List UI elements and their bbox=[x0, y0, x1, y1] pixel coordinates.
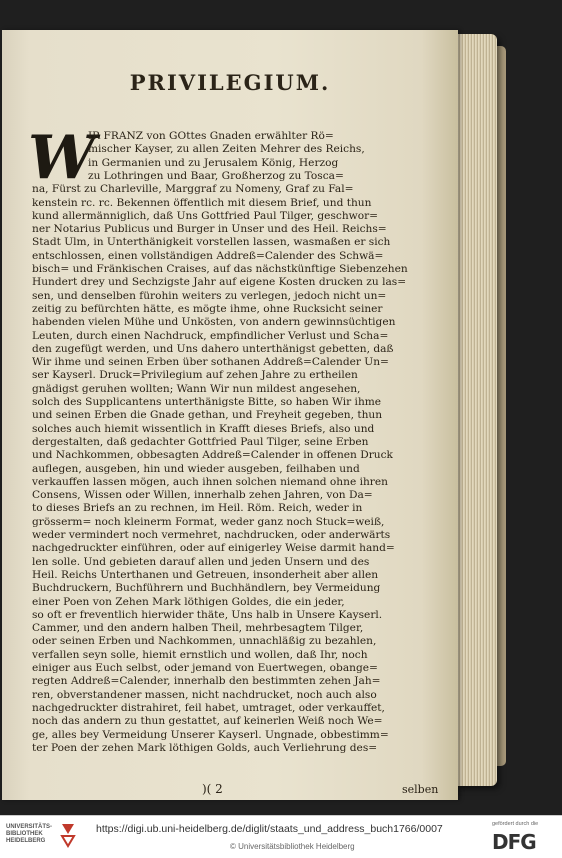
text-line: ser Kayserl. Druck=Privilegium auf zehen Jahre zu ertheilen bbox=[32, 369, 358, 382]
text-line: entschlossen, einen vollständigen Addreß=Calender des Schwä= bbox=[32, 249, 384, 262]
text-line: ter Poen der zehen Mark löthigen Golds, auch Verliehrung des= bbox=[32, 741, 378, 754]
text-line: kund allermänniglich, daß Uns Gottfried Paul Tilger, geschwor= bbox=[32, 209, 379, 222]
text-line: und seinen Erben die Gnade gethan, und Freyheit gegeben, thun bbox=[32, 409, 383, 422]
text-line: grösserm= noch kleinerm Format, weder ganz noch Stuck=weiß, bbox=[32, 515, 385, 528]
funding-label: gefördert durch die bbox=[492, 821, 539, 827]
text-line: bisch= und Fränkischen Craises, auf das nächstkünftige Siebenzehen bbox=[32, 263, 408, 275]
text-line: so oft er freventlich hierwider thäte, Uns halb in Unsere Kayserl. bbox=[32, 608, 383, 621]
text-line: weder vermindert noch vermehret, nachdrucken, oder anderwärts bbox=[32, 529, 391, 541]
text-line: Heil. Reichs Unterthanen und Getreuen, insonderheit aber allen bbox=[32, 568, 379, 581]
library-emblem-icon bbox=[60, 822, 76, 848]
text-line: zu Lothringen und Baar, Großherzog zu Tosca= bbox=[88, 169, 344, 182]
text-line: zeitig zu befürchten hätte, es mögte ihme, ohne Rucksicht seiner bbox=[32, 302, 383, 315]
text-line: gnädigst geruhen wollten; Wann Wir nun mildest angesehen, bbox=[32, 382, 361, 395]
book-page-edges bbox=[455, 34, 497, 786]
text-line: mischer Kayser, zu allen Zeiten Mehrer des Reichs, bbox=[88, 143, 365, 156]
signature-mark: )( 2 bbox=[202, 782, 223, 796]
text-line: nachgedruckter einführen, oder auf einigerley Weise darmit hand= bbox=[32, 542, 395, 555]
text-line: solch des Supplicantens unterthänigste Bitte, so haben Wir ihme bbox=[32, 396, 382, 408]
text-line: kenstein rc. rc. Bekennen öffentlich mit diesem Brief, und thun bbox=[32, 196, 372, 209]
library-label-line-2: BIBLIOTHEK bbox=[6, 831, 43, 837]
viewer-footer bbox=[0, 815, 562, 858]
text-line: ren, obverstandener massen, nicht nachdrucket, noch auch also bbox=[32, 688, 377, 701]
dfg-logo[interactable]: DFG bbox=[492, 830, 536, 854]
library-label-line-1: UNIVERSITÄTS- bbox=[6, 824, 53, 830]
text-line: to dieses Briefs an zu rechnen, im Heil. Röm. Reich, weder in bbox=[32, 502, 363, 515]
page-title: PRIVILEGIUM. bbox=[129, 70, 331, 95]
text-line: na, Fürst zu Charleville, Marggraf zu Nomeny, Graf zu Fal= bbox=[32, 183, 354, 196]
text-line: noch das andern zu thun gestattet, auf keinerlen Weiß noch We= bbox=[32, 715, 383, 728]
text-line: sen, und denselben fürohin weiters zu verlegen, jedoch nicht un= bbox=[32, 289, 387, 302]
text-line: regten Addreß=Calender, innerhalb den bestimmten zehen Jah= bbox=[32, 675, 381, 688]
text-line: auflegen, ausgeben, hin und wieder ausgeben, feilhaben und bbox=[32, 462, 360, 475]
page-url-link[interactable]: https://digi.ub.uni-heidelberg.de/diglit/staats_und_address_buch1766/0007 bbox=[96, 823, 443, 835]
page-sheet bbox=[2, 30, 458, 800]
text-line: solches auch hiemit wissentlich in Krafft dieses Briefs, also und bbox=[32, 422, 375, 435]
copyright-notice: © Universitätsbibliothek Heidelberg bbox=[230, 842, 355, 851]
text-line: einer Poen von Zehen Mark löthigen Goldes, die ein jeder, bbox=[32, 595, 345, 608]
text-line: nachgedruckter distrahiret, feil habet, umtraget, oder verkauffet, bbox=[32, 701, 385, 714]
text-line: in Germanien und zu Jerusalem König, Herzog bbox=[88, 156, 339, 169]
text-line: einiger aus Euch selbst, oder jemand von Euertwegen, obange= bbox=[32, 662, 378, 674]
text-line: Consens, Wissen oder Willen, innerhalb zehen Jahren, von Da= bbox=[32, 489, 373, 502]
text-line: ner Notarius Publicus und Burger in Unser und des Heil. Reichs= bbox=[32, 223, 387, 236]
text-line: dergestalten, daß gedachter Gottfried Paul Tilger, seine Erben bbox=[32, 435, 369, 448]
text-line: Leuten, durch einen Nachdruck, empfindlicher Verlust und Scha= bbox=[32, 329, 389, 342]
text-line: verfallen seyn solle, hiemit ernstlich und wollen, daß Ihr, noch bbox=[32, 648, 368, 661]
text-line: oder seinen Erben und Nachkommen, unnachläßig zu bezahlen, bbox=[32, 635, 377, 648]
text-line: verkauffen lassen mögen, auch ihnen solchen niemand ohne ihren bbox=[32, 475, 388, 488]
library-logo[interactable] bbox=[6, 824, 96, 852]
text-line: habenden vielen Mühe und Unkösten, von andern gewinnsüchtigen bbox=[32, 316, 396, 329]
text-line: Buchdruckern, Buchführern und Buchhändlern, bey Vermeidung bbox=[32, 582, 381, 595]
text-line: den zugefügt werden, und Uns dahero unterthänigst gebetten, daß bbox=[32, 342, 394, 355]
text-line: len solle. Und gebieten darauf allen und jeden Unsern und des bbox=[32, 555, 370, 568]
text-line: Wir ihme und seinen Erben über sothanen Addreß=Calender Un= bbox=[32, 356, 389, 369]
text-line: Stadt Ulm, in Unterthänigkeit vorstellen lassen, wasmaßen er sich bbox=[32, 236, 391, 249]
text-line: Cammer, und den andern halben Theil, mehrbesagtem Tilger, bbox=[32, 622, 364, 635]
decorated-initial: W bbox=[28, 123, 96, 193]
text-line: ge, alles bey Vermeidung Unserer Kayserl. Ungnade, obbestimm= bbox=[32, 728, 389, 741]
text-line: IR FRANZ von GOttes Gnaden erwählter Rö= bbox=[88, 130, 334, 142]
library-label-line-3: HEIDELBERG bbox=[6, 838, 46, 844]
text-line: Hundert drey und Sechzigste Jahr auf eigene Kosten drucken zu las= bbox=[32, 276, 407, 289]
text-line: und Nachkommen, obbesagten Addreß=Calender in offenen Druck bbox=[32, 449, 393, 462]
catchword: selben bbox=[402, 783, 439, 796]
